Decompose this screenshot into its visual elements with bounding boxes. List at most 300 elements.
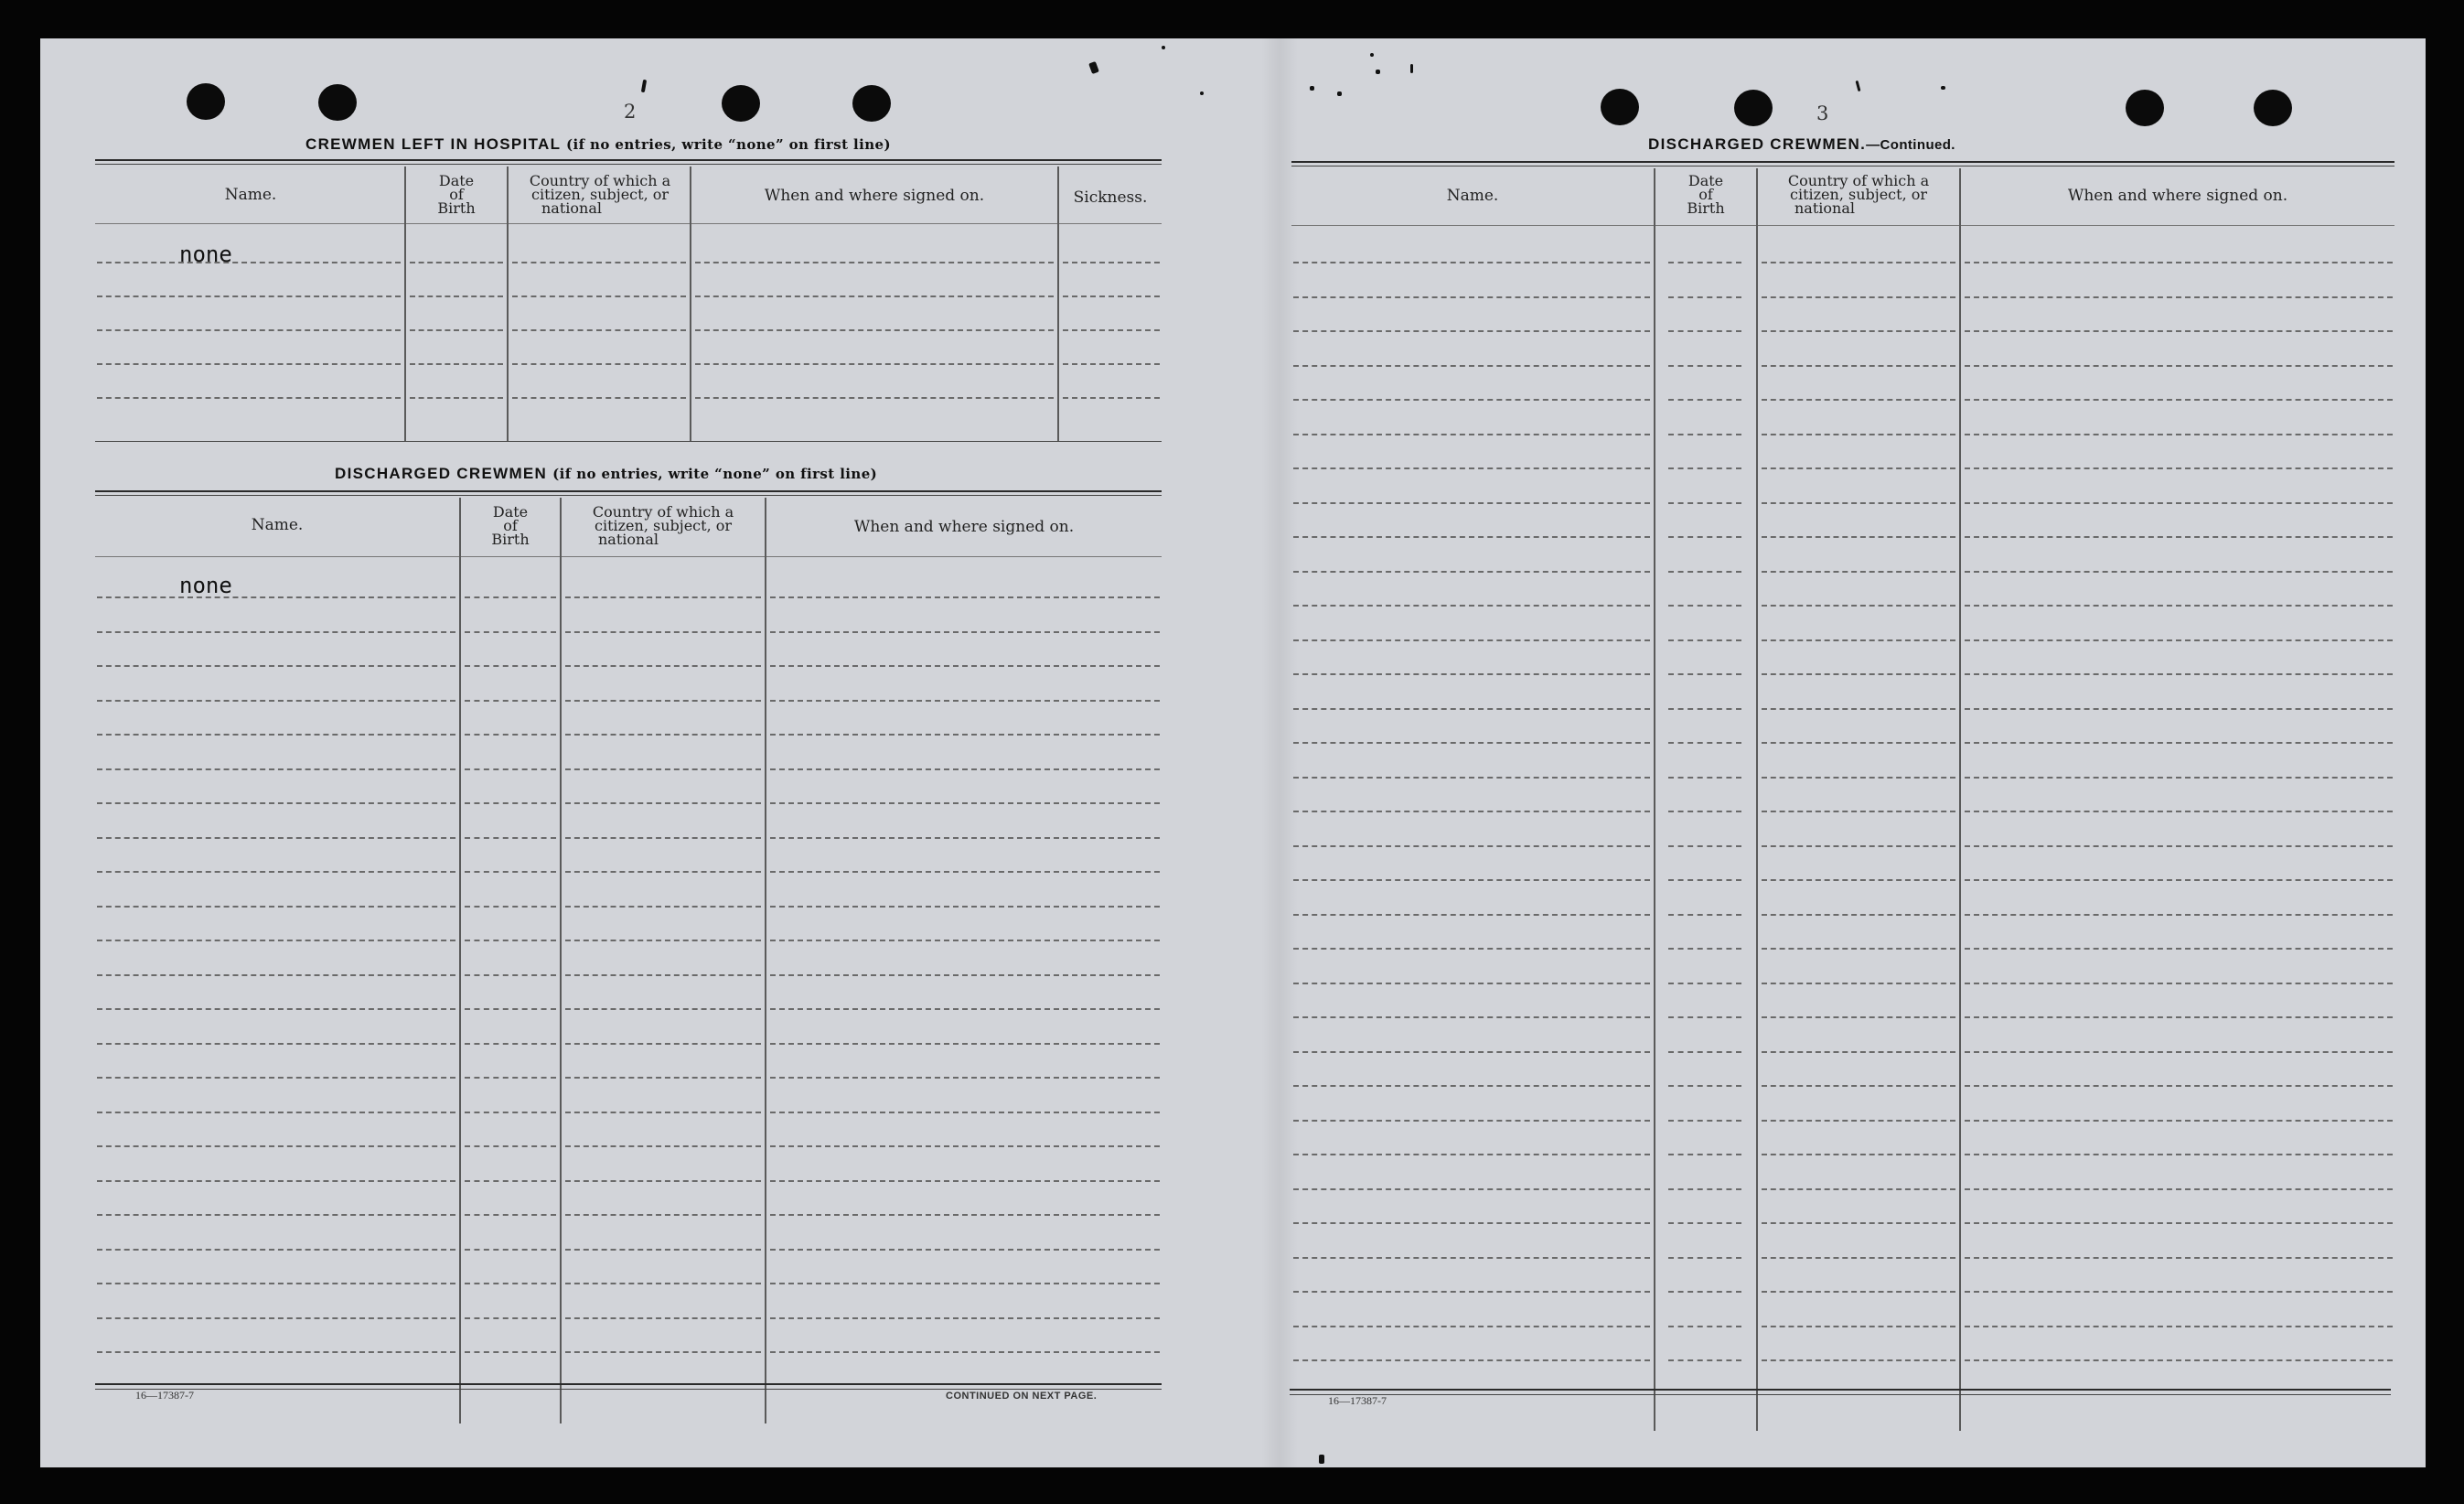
hdr-line-text: Country of which a	[529, 172, 671, 189]
ruled-line	[770, 1112, 1160, 1113]
ruled-line	[1965, 983, 2393, 984]
hdr-line-text: national	[541, 199, 602, 217]
ruled-line	[1293, 1120, 1650, 1122]
ruled-line	[465, 871, 556, 873]
ruled-line	[410, 363, 503, 365]
hdr-line-text: citizen, subject, or	[594, 517, 733, 534]
ruled-line	[1965, 330, 2393, 332]
ruled-line	[770, 768, 1160, 770]
discharged-header-underline	[95, 556, 1162, 557]
ruled-line	[465, 596, 556, 598]
ruled-line	[770, 974, 1160, 976]
hdr-line-text: Country of which a	[592, 503, 734, 521]
ruled-line	[512, 329, 686, 331]
ruled-line	[97, 906, 455, 908]
ruled-line	[1965, 1154, 2393, 1155]
right-top-rule-2	[1291, 166, 2394, 167]
column-divider	[1057, 167, 1059, 441]
ruled-line	[1965, 1051, 2393, 1053]
ruled-line	[1762, 536, 1955, 538]
ruled-line	[565, 768, 761, 770]
column-divider	[507, 167, 509, 441]
ruled-line	[565, 906, 761, 908]
hdr-line-text: Date	[1687, 172, 1724, 189]
ruled-line	[1965, 536, 2393, 538]
ruled-line	[1668, 845, 1741, 847]
ruled-line	[1762, 639, 1955, 641]
continued-note: CONTINUED ON NEXT PAGE.	[946, 1391, 1098, 1402]
ruled-line	[1762, 811, 1955, 812]
ruled-line	[97, 329, 401, 331]
ruled-line	[1293, 708, 1650, 710]
ruled-line	[1063, 262, 1160, 263]
ruled-line	[97, 631, 455, 633]
right-title-text: DISCHARGED CREWMEN.	[1648, 135, 1867, 153]
ruled-line	[465, 1317, 556, 1319]
ruled-line	[1965, 914, 2393, 916]
hdr-line-text: of	[503, 517, 518, 534]
discharged-col-signed: When and where signed on.	[853, 518, 1075, 536]
ruled-line	[1668, 673, 1741, 675]
ruled-line	[465, 631, 556, 633]
ruled-line	[1668, 365, 1741, 367]
ruled-line	[97, 802, 455, 804]
ruled-line	[1293, 1188, 1650, 1190]
ruled-line	[465, 837, 556, 839]
ruled-line	[1293, 502, 1650, 504]
ruled-line	[565, 596, 761, 598]
hdr-line-text: of	[449, 186, 464, 203]
ruled-line	[1965, 605, 2393, 607]
ruled-line	[1965, 811, 2393, 812]
ruled-line	[565, 1283, 761, 1284]
ink-speck	[1337, 91, 1342, 96]
left-bottom-rule-2	[95, 1389, 1162, 1390]
ruled-line	[1668, 399, 1741, 401]
ruled-line	[1762, 708, 1955, 710]
hospital-bottom-rule	[95, 441, 1162, 442]
ruled-line	[97, 940, 455, 941]
ruled-line	[565, 1043, 761, 1045]
hdr-line-text: Birth	[437, 199, 476, 217]
ruled-line	[565, 974, 761, 976]
ruled-line	[1762, 1085, 1955, 1087]
column-divider	[1959, 168, 1961, 1431]
ruled-line	[97, 295, 401, 297]
hospital-section-title	[305, 135, 891, 154]
ruled-line	[1293, 673, 1650, 675]
ruled-line	[465, 665, 556, 667]
ruled-line	[770, 837, 1160, 839]
ruled-line	[97, 1043, 455, 1045]
punch-hole	[852, 85, 891, 122]
ruled-line	[695, 329, 1054, 331]
document-sheet	[40, 38, 2426, 1467]
ink-speck	[1855, 81, 1860, 91]
ruled-line	[1762, 365, 1955, 367]
ruled-line	[1668, 1291, 1741, 1293]
ruled-line	[1293, 365, 1650, 367]
ruled-line	[1668, 536, 1741, 538]
ruled-line	[1762, 434, 1955, 435]
ruled-line	[1293, 1326, 1650, 1327]
ruled-line	[1762, 467, 1955, 469]
ruled-line	[770, 1008, 1160, 1010]
ruled-line	[97, 1008, 455, 1010]
ruled-line	[1293, 262, 1650, 263]
ruled-line	[1668, 1154, 1741, 1155]
ruled-line	[1965, 502, 2393, 504]
ruled-line	[465, 734, 556, 736]
ruled-line	[1668, 914, 1741, 916]
ruled-line	[1965, 467, 2393, 469]
ruled-line	[97, 1112, 455, 1113]
ruled-line	[1762, 1326, 1955, 1327]
ruled-line	[1668, 1257, 1741, 1259]
ruled-line	[1293, 330, 1650, 332]
hospital-header-underline	[95, 223, 1162, 224]
ruled-line	[1668, 639, 1741, 641]
ruled-line	[1762, 1257, 1955, 1259]
discharged-title-instruction: (if no entries, write “none” on first line)	[552, 466, 878, 482]
punch-hole	[722, 85, 760, 122]
ruled-line	[1965, 365, 2393, 367]
ruled-line	[465, 1043, 556, 1045]
form-number: 16—17387-7	[135, 1389, 194, 1402]
ruled-line	[1762, 777, 1955, 779]
hdr-line-text: Date	[492, 503, 529, 521]
ruled-line	[1762, 399, 1955, 401]
ruled-line	[565, 1214, 761, 1216]
ruled-line	[1762, 1016, 1955, 1018]
ruled-line	[465, 1351, 556, 1353]
column-divider	[1756, 168, 1758, 1431]
right-title-suffix: —Continued.	[1866, 137, 1955, 153]
ink-speck	[1200, 91, 1204, 95]
ruled-line	[1293, 467, 1650, 469]
ruled-line	[1762, 262, 1955, 263]
ruled-line	[770, 871, 1160, 873]
ruled-line	[565, 1351, 761, 1353]
page-number: 2	[624, 101, 637, 123]
ruled-line	[97, 665, 455, 667]
ink-speck	[1162, 46, 1165, 49]
ruled-line	[97, 1249, 455, 1251]
ruled-line	[465, 1249, 556, 1251]
ruled-line	[1293, 1257, 1650, 1259]
ruled-line	[1293, 742, 1650, 744]
ruled-line	[465, 768, 556, 770]
column-divider	[765, 498, 766, 1423]
hospital-col-dob	[406, 174, 507, 215]
ruled-line	[1965, 571, 2393, 573]
right-col-signed: When and where signed on.	[2067, 187, 2288, 205]
ruled-line	[512, 295, 686, 297]
ruled-line	[1762, 742, 1955, 744]
ruled-line	[97, 1283, 455, 1284]
ruled-line	[770, 1283, 1160, 1284]
ruled-line	[97, 734, 455, 736]
ruled-line	[465, 802, 556, 804]
ruled-line	[97, 974, 455, 976]
hospital-col-signed: When and where signed on.	[764, 187, 985, 205]
ruled-line	[465, 1112, 556, 1113]
ruled-line	[1293, 1222, 1650, 1224]
hospital-top-rule	[95, 159, 1162, 161]
ruled-line	[565, 871, 761, 873]
ruled-line	[1965, 845, 2393, 847]
ruled-line	[465, 906, 556, 908]
ruled-line	[1965, 1085, 2393, 1087]
ruled-line	[565, 665, 761, 667]
ruled-line	[1762, 605, 1955, 607]
ruled-line	[97, 768, 455, 770]
form-number: 16—17387-7	[1328, 1394, 1387, 1407]
right-bottom-rule	[1290, 1389, 2391, 1391]
ink-speck	[1376, 70, 1380, 74]
ruled-line	[1293, 811, 1650, 812]
ruled-line	[1293, 1016, 1650, 1018]
ruled-line	[97, 1145, 455, 1147]
ruled-line	[770, 1043, 1160, 1045]
ruled-line	[465, 1077, 556, 1079]
ruled-line	[1762, 983, 1955, 984]
ruled-line	[565, 837, 761, 839]
discharged-top-rule-2	[95, 495, 1162, 496]
ruled-line	[1668, 742, 1741, 744]
punch-hole	[187, 83, 225, 120]
ruled-line	[1965, 1016, 2393, 1018]
ruled-line	[512, 397, 686, 399]
ruled-line	[1668, 1359, 1741, 1361]
ruled-line	[1668, 1326, 1741, 1327]
discharged-col-name: Name.	[251, 516, 304, 534]
right-bottom-rule-2	[1290, 1394, 2391, 1395]
ruled-line	[1762, 1154, 1955, 1155]
ruled-line	[465, 1145, 556, 1147]
right-col-name: Name.	[1446, 187, 1499, 205]
ruled-line	[770, 734, 1160, 736]
ruled-line	[1762, 1222, 1955, 1224]
hospital-col-country	[509, 174, 691, 215]
ink-speck	[641, 80, 647, 92]
hospital-title-text: CREWMEN LEFT IN HOSPITAL	[305, 135, 561, 153]
ruled-line	[465, 1180, 556, 1182]
ruled-line	[1668, 708, 1741, 710]
ruled-line	[465, 1214, 556, 1216]
discharged-top-rule	[95, 490, 1162, 492]
ruled-line	[97, 596, 455, 598]
punch-hole	[2126, 90, 2164, 126]
ruled-line	[1293, 399, 1650, 401]
ruled-line	[410, 329, 503, 331]
ruled-line	[770, 665, 1160, 667]
ruled-line	[465, 940, 556, 941]
ruled-line	[565, 700, 761, 702]
ruled-line	[1762, 502, 1955, 504]
ruled-line	[770, 906, 1160, 908]
ruled-line	[1965, 262, 2393, 263]
ink-speck	[1319, 1455, 1324, 1464]
ruled-line	[1668, 330, 1741, 332]
ruled-line	[1668, 467, 1741, 469]
ruled-line	[97, 1180, 455, 1182]
ruled-line	[512, 262, 686, 263]
ruled-line	[770, 1214, 1160, 1216]
ruled-line	[770, 1180, 1160, 1182]
ruled-line	[565, 802, 761, 804]
ruled-line	[97, 262, 401, 263]
ruled-line	[1965, 1359, 2393, 1361]
ruled-line	[1965, 1120, 2393, 1122]
column-divider	[459, 498, 461, 1423]
ruled-line	[1965, 777, 2393, 779]
hospital-title-instruction: (if no entries, write “none” on first line)	[565, 136, 891, 153]
ruled-line	[1762, 1359, 1955, 1361]
ruled-line	[97, 1214, 455, 1216]
right-col-dob	[1655, 174, 1756, 215]
column-divider	[690, 167, 691, 441]
hdr-line-text: citizen, subject, or	[530, 186, 670, 203]
ink-speck	[1370, 53, 1374, 57]
ruled-line	[1668, 605, 1741, 607]
ruled-line	[1965, 1257, 2393, 1259]
ruled-line	[1762, 1120, 1955, 1122]
ruled-line	[1293, 536, 1650, 538]
discharged-first-entry: none	[179, 573, 232, 598]
ruled-line	[565, 1077, 761, 1079]
ruled-line	[1965, 434, 2393, 435]
ink-speck	[1088, 61, 1099, 74]
ruled-line	[1668, 879, 1741, 881]
ruled-line	[1293, 1085, 1650, 1087]
ruled-line	[1668, 1085, 1741, 1087]
page-number: 3	[1816, 102, 1829, 124]
ruled-line	[1762, 1188, 1955, 1190]
ruled-line	[1965, 1291, 2393, 1293]
hdr-line-text: Birth	[491, 531, 530, 548]
ruled-line	[1668, 1016, 1741, 1018]
page-fold	[1261, 38, 1298, 1467]
ruled-line	[770, 1351, 1160, 1353]
ruled-line	[1668, 262, 1741, 263]
discharged-title-text: DISCHARGED CREWMEN	[335, 465, 548, 482]
ruled-line	[1668, 1120, 1741, 1122]
ruled-line	[1762, 571, 1955, 573]
ruled-line	[1293, 1154, 1650, 1155]
ruled-line	[695, 295, 1054, 297]
ruled-line	[1293, 1359, 1650, 1361]
ruled-line	[1293, 948, 1650, 950]
ruled-line	[1293, 914, 1650, 916]
ruled-line	[770, 1145, 1160, 1147]
ruled-line	[1668, 571, 1741, 573]
left-bottom-rule	[95, 1383, 1162, 1385]
ruled-line	[1965, 879, 2393, 881]
right-top-rule	[1291, 161, 2394, 163]
ruled-line	[565, 1180, 761, 1182]
ruled-line	[770, 1317, 1160, 1319]
ruled-line	[770, 631, 1160, 633]
ruled-line	[1668, 502, 1741, 504]
ruled-line	[1965, 673, 2393, 675]
ruled-line	[97, 363, 401, 365]
discharged-col-country	[562, 505, 765, 546]
ruled-line	[770, 940, 1160, 941]
ruled-line	[1762, 330, 1955, 332]
ruled-line	[1293, 296, 1650, 298]
ink-speck	[1310, 86, 1314, 91]
ruled-line	[97, 871, 455, 873]
ruled-line	[465, 700, 556, 702]
punch-hole	[1601, 89, 1639, 125]
ruled-line	[1293, 845, 1650, 847]
ruled-line	[565, 1008, 761, 1010]
ruled-line	[565, 734, 761, 736]
ruled-line	[565, 940, 761, 941]
ink-speck	[1410, 64, 1413, 73]
ruled-line	[695, 363, 1054, 365]
hdr-line-text: national	[598, 531, 659, 548]
ruled-line	[770, 700, 1160, 702]
ruled-line	[1293, 879, 1650, 881]
ruled-line	[1293, 571, 1650, 573]
column-divider	[1654, 168, 1655, 1431]
hdr-line-text: of	[1698, 186, 1713, 203]
ruled-line	[1293, 1051, 1650, 1053]
right-section-title	[1648, 135, 1955, 154]
ruled-line	[1965, 742, 2393, 744]
hdr-line-text: Date	[438, 172, 475, 189]
hdr-line-text: citizen, subject, or	[1789, 186, 1928, 203]
ruled-line	[565, 1249, 761, 1251]
ruled-line	[97, 837, 455, 839]
ruled-line	[97, 1077, 455, 1079]
ruled-line	[97, 1351, 455, 1353]
ruled-line	[1293, 639, 1650, 641]
ruled-line	[1762, 673, 1955, 675]
column-divider	[404, 167, 406, 441]
ruled-line	[695, 262, 1054, 263]
ruled-line	[465, 1008, 556, 1010]
hdr-line-text: Birth	[1687, 199, 1725, 217]
ruled-line	[410, 295, 503, 297]
hospital-col-name: Name.	[224, 186, 277, 204]
ruled-line	[1668, 1222, 1741, 1224]
ruled-line	[1762, 845, 1955, 847]
ruled-line	[1965, 1326, 2393, 1327]
ruled-line	[1668, 1188, 1741, 1190]
punch-hole	[2254, 90, 2292, 126]
ruled-line	[1293, 605, 1650, 607]
punch-hole	[318, 84, 357, 121]
discharged-section-title	[335, 465, 877, 483]
ruled-line	[1668, 948, 1741, 950]
ruled-line	[1762, 914, 1955, 916]
ruled-line	[465, 1283, 556, 1284]
ruled-line	[1762, 296, 1955, 298]
ruled-line	[1063, 397, 1160, 399]
ruled-line	[1965, 399, 2393, 401]
ruled-line	[565, 1145, 761, 1147]
ruled-line	[1965, 296, 2393, 298]
ruled-line	[1668, 434, 1741, 435]
ruled-line	[410, 397, 503, 399]
ruled-line	[1965, 1188, 2393, 1190]
right-header-underline	[1291, 225, 2394, 226]
ruled-line	[97, 700, 455, 702]
ruled-line	[1063, 329, 1160, 331]
